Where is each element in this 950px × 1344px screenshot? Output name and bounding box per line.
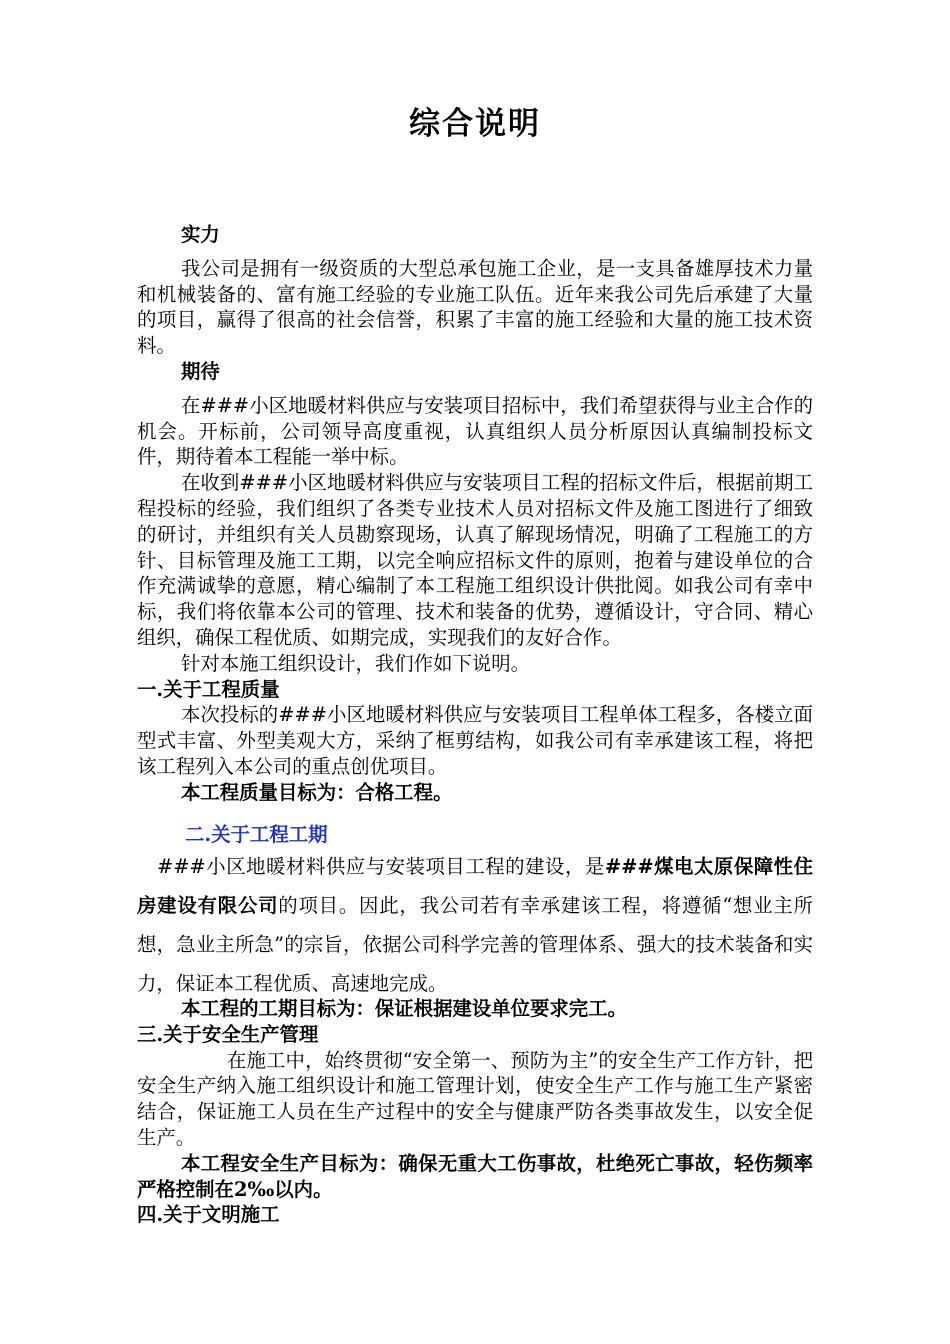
- strength-body: 我公司是拥有一级资质的大型总承包施工企业，是一支具备雄厚技术力量和机械装备的、富有施工经验的专业施工队伍。近年来我公司先后承建了大量的项目，赢得了很高的社会信誉，积累了丰富的施工经验和大量的施工技术资料。: [137, 256, 813, 358]
- strength-heading: 实力: [181, 223, 220, 246]
- safety-goal: 本工程安全生产目标为：确保无重大工伤事故，杜绝死亡事故，轻伤频率严格控制在2‰以内。: [137, 1151, 813, 1201]
- schedule-goal: 本工程的工期目标为：保证根据建设单位要求完工。: [181, 997, 627, 1020]
- schedule-rest: 的项目。因此，我公司若有幸承建该工程，将遵循“想业主所想，急业主所急”的宗旨，依据公司科学完善的管理体系、强大的技术装备和实力，保证本工程优质、高速地完成。: [137, 894, 813, 995]
- schedule-lead: ###小区地暖材料供应与安装项目工程的建设，是: [157, 855, 605, 878]
- expect-paragraph-2: 在收到###小区地暖材料供应与安装项目工程的招标文件后，根据前期工程投标的经验，我们组织了各类专业技术人员对招标文件及施工图进行了细致的研讨，并组织有关人员勘察现场，认真了解现场情况，明确了工程施工的方针、目标管理及施工工期，以完全响应招标文件的原则，抱着与建设单位的合作充满诚挚的意愿，精心编制了本工程施工组织设计供批阅。如我公司有幸中标，我们将依靠本公司的管理、技术和装备的优势，遵循设计，守合同、精心组织，确保工程优质、如期完成，实现我们的友好合作。: [137, 471, 813, 649]
- expect-paragraph-1: 在###小区地暖材料供应与安装项目招标中，我们希望获得与业主合作的机会。开标前，公司领导高度重视，认真组织人员分析原因认真编制投标文件，期待着本工程能一举中标。: [137, 393, 813, 469]
- schedule-section: [137, 822, 813, 848]
- quality-body: 本次投标的###小区地暖材料供应与安装项目工程单体工程多，各楼立面型式丰富、外型美观大方，采纳了框剪结构，如我公司有幸承建该工程，将把该工程列入本公司的重点创优项目。: [137, 703, 813, 778]
- quality-goal: 本工程质量目标为：合格工程。: [181, 780, 453, 804]
- document-title: 综合说明: [409, 106, 541, 142]
- safety-heading: 三.关于安全生产管理: [137, 1022, 319, 1046]
- safety-body: 在施工中，始终贯彻“安全第一、预防为主”的安全生产工作方针，把安全生产纳入施工组织设计和施工管理计划，使安全生产工作与施工生产紧密结合，保证施工人员在生产过程中的安全与健康严防各类事故发生，以安全促生产。: [137, 1048, 813, 1149]
- strength-section: [137, 222, 813, 806]
- schedule-body: [137, 847, 813, 1003]
- expect-paragraph-3: 针对本施工组织设计，我们作如下说明。: [181, 651, 531, 675]
- safety-section: [137, 996, 813, 1228]
- civil-heading: 四.关于文明施工: [137, 1203, 280, 1227]
- expect-heading: 期待: [181, 359, 220, 383]
- schedule-heading: 二.关于工程工期: [185, 823, 328, 846]
- quality-heading: 一.关于工程质量: [137, 677, 280, 701]
- schedule-owner: ###煤电太原保障性住房建设有限公司: [137, 855, 813, 917]
